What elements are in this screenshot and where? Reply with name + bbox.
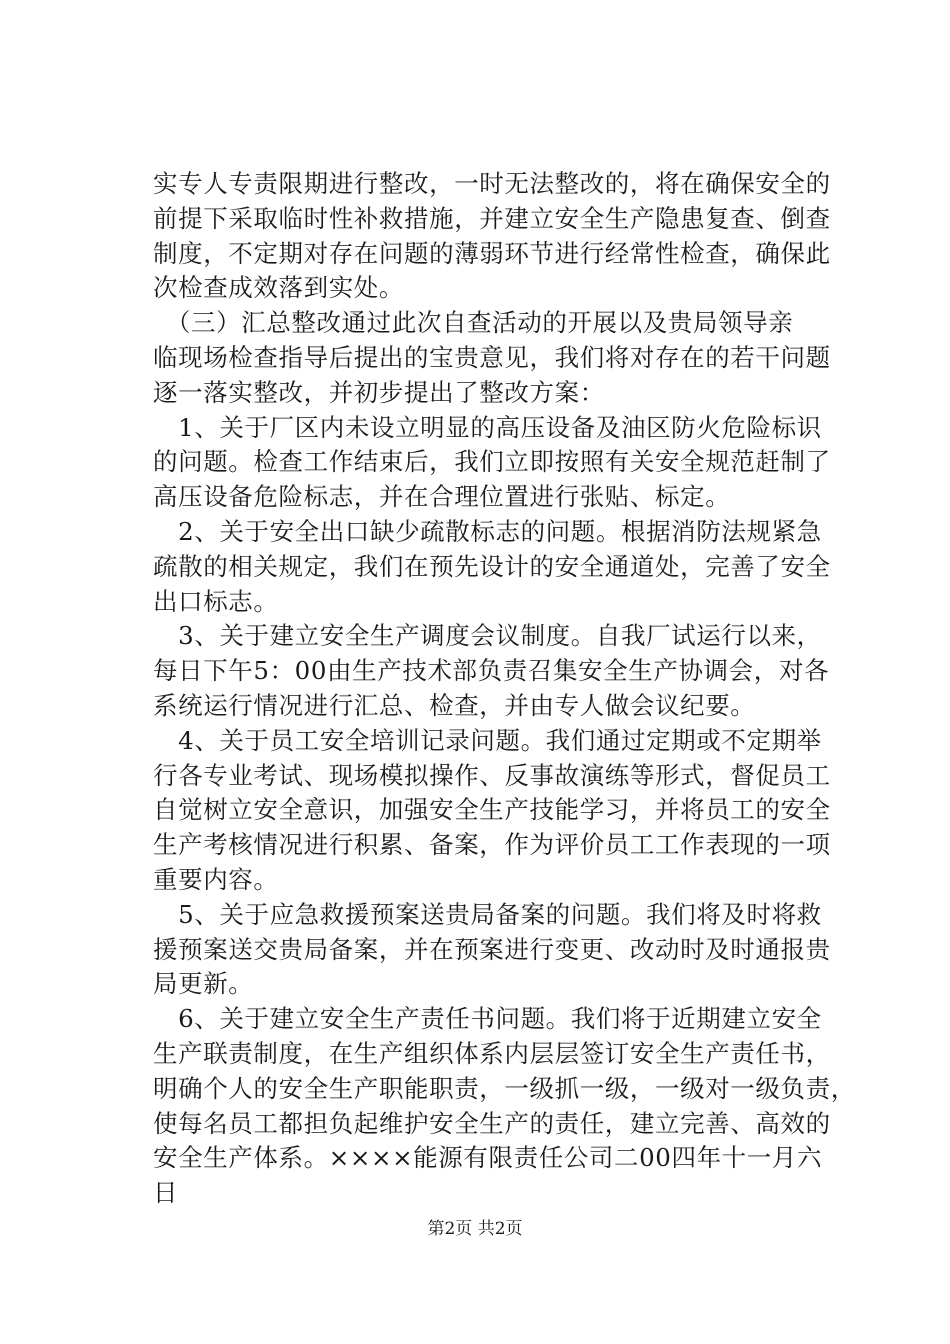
body-line: 自觉树立安全意识，加强安全生产技能学习，并将员工的安全 xyxy=(153,795,831,825)
body-line: 安全生产体系。××××能源有限责任公司二00四年十一月六 xyxy=(153,1143,823,1173)
body-line: 明确个人的安全生产职能职责，一级抓一级，一级对一级负责， xyxy=(153,1073,856,1103)
body-line: 局更新。 xyxy=(153,969,254,999)
body-line: 4、关于员工安全培训记录问题。我们通过定期或不定期举 xyxy=(153,725,822,755)
body-line: 逐一落实整改，并初步提出了整改方案： xyxy=(153,377,605,407)
document-body xyxy=(153,167,856,1211)
body-line: 前提下采取临时性补救措施，并建立安全生产隐患复查、倒查 xyxy=(153,203,831,233)
body-line: 3、关于建立安全生产调度会议制度。自我厂试运行以来， xyxy=(153,621,822,651)
body-line: 制度，不定期对存在问题的薄弱环节进行经常性检查，确保此 xyxy=(153,238,831,268)
body-line: 的问题。检查工作结束后，我们立即按照有关安全规范赶制了 xyxy=(153,447,831,477)
body-line: 援预案送交贵局备案，并在预案进行变更、改动时及时通报贵 xyxy=(153,934,831,964)
body-line: 生产联责制度，在生产组织体系内层层签订安全生产责任书， xyxy=(153,1038,831,1068)
body-line: 疏散的相关规定，我们在预先设计的安全通道处，完善了安全 xyxy=(153,551,831,581)
body-line: 使每名员工都担负起维护安全生产的责任，建立完善、高效的 xyxy=(153,1108,831,1138)
body-line: 6、关于建立安全生产责任书问题。我们将于近期建立安全 xyxy=(153,1004,822,1034)
body-line: 系统运行情况进行汇总、检查，并由专人做会议纪要。 xyxy=(153,690,756,720)
body-line: 实专人专责限期进行整改，一时无法整改的，将在确保安全的 xyxy=(153,169,831,198)
body-line: 2、关于安全出口缺少疏散标志的问题。根据消防法规紧急 xyxy=(153,516,822,546)
body-line: 出口标志。 xyxy=(153,586,279,616)
page-number-footer: 第2页 共2页 xyxy=(427,1219,523,1239)
body-line: 生产考核情况进行积累、备案，作为评价员工工作表现的一项 xyxy=(153,830,831,860)
body-line: 次检查成效落到实处。 xyxy=(153,273,404,303)
body-line: 5、关于应急救援预案送贵局备案的问题。我们将及时将救 xyxy=(153,899,822,929)
body-line: 高压设备危险标志，并在合理位置进行张贴、标定。 xyxy=(153,482,731,512)
body-line: 日 xyxy=(153,1178,179,1208)
body-line: 重要内容。 xyxy=(153,864,279,894)
body-line: 临现场检查指导后提出的宝贵意见，我们将对存在的若干问题 xyxy=(153,342,831,372)
body-line: （三）汇总整改通过此次自查活动的开展以及贵局领导亲 xyxy=(153,308,794,338)
body-line: 每日下午5：00由生产技术部负责召集安全生产协调会，对各 xyxy=(153,656,830,686)
body-line: 行各专业考试、现场模拟操作、反事故演练等形式，督促员工 xyxy=(153,760,831,790)
body-line: 1、关于厂区内未设立明显的高压设备及油区防火危险标识 xyxy=(153,412,822,442)
